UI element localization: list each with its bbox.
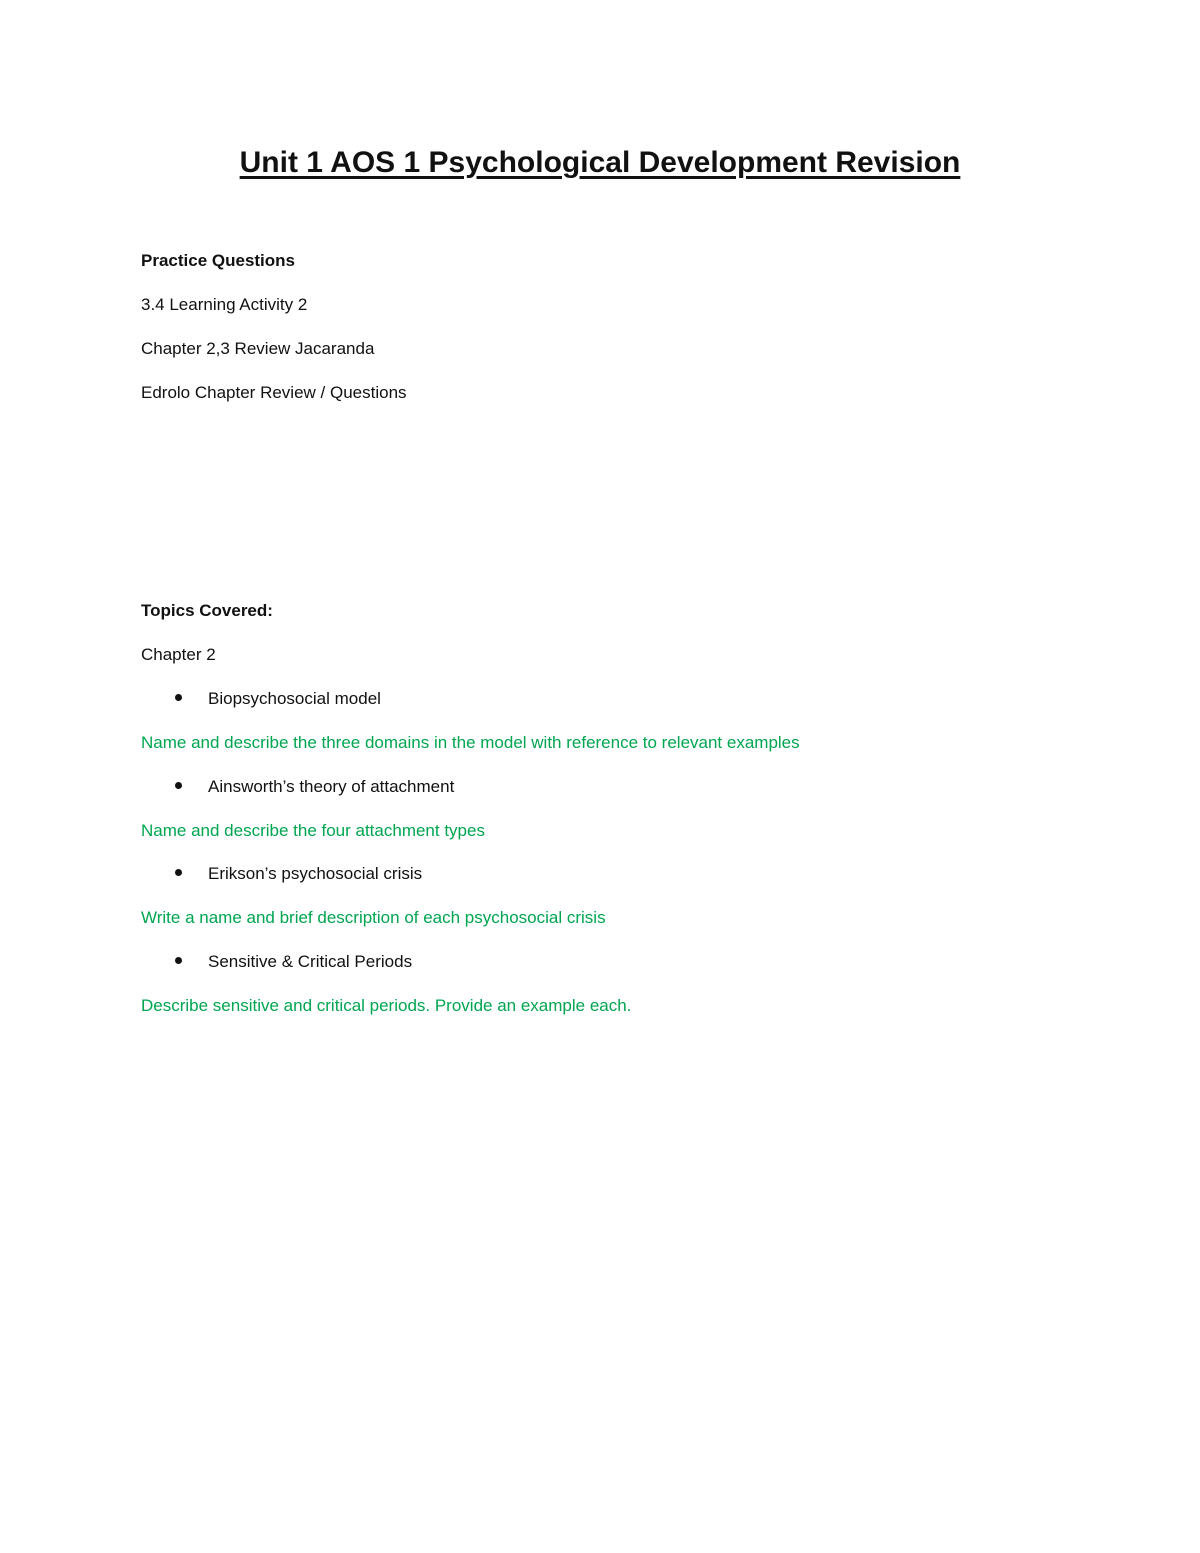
topic-bullet-text: Ainsworth’s theory of attachment — [208, 777, 455, 796]
topic-task-text: Describe sensitive and critical periods. Provide an example each. — [141, 996, 632, 1015]
topic-bullet-item — [175, 775, 454, 799]
practice-item: Edrolo Chapter Review / Questions — [141, 383, 407, 402]
topic-task-text: Write a name and brief description of each psychosocial crisis — [141, 908, 606, 927]
bullet-icon — [175, 694, 182, 701]
topic-bullet-item — [175, 687, 381, 711]
topic-bullet-item — [175, 862, 422, 886]
topic-bullet-text: Sensitive & Critical Periods — [208, 952, 413, 971]
practice-item: Chapter 2,3 Review Jacaranda — [141, 339, 375, 358]
topic-bullet-item — [175, 950, 412, 974]
practice-questions-heading: Practice Questions — [141, 251, 296, 270]
topic-task-text: Name and describe the four attachment types — [141, 821, 485, 840]
chapter-label: Chapter 2 — [141, 645, 216, 664]
topic-bullet-text: Erikson’s psychosocial crisis — [208, 864, 423, 883]
topics-covered-heading: Topics Covered: — [141, 601, 273, 620]
page-title: Unit 1 AOS 1 Psychological Development Revision — [239, 146, 961, 179]
bullet-icon — [175, 957, 182, 964]
topic-bullet-text: Biopsychosocial model — [208, 689, 381, 708]
practice-item: 3.4 Learning Activity 2 — [141, 295, 308, 314]
topic-task-text: Name and describe the three domains in the model with reference to relevant examples — [141, 733, 800, 752]
bullet-icon — [175, 782, 182, 789]
bullet-icon — [175, 869, 182, 876]
